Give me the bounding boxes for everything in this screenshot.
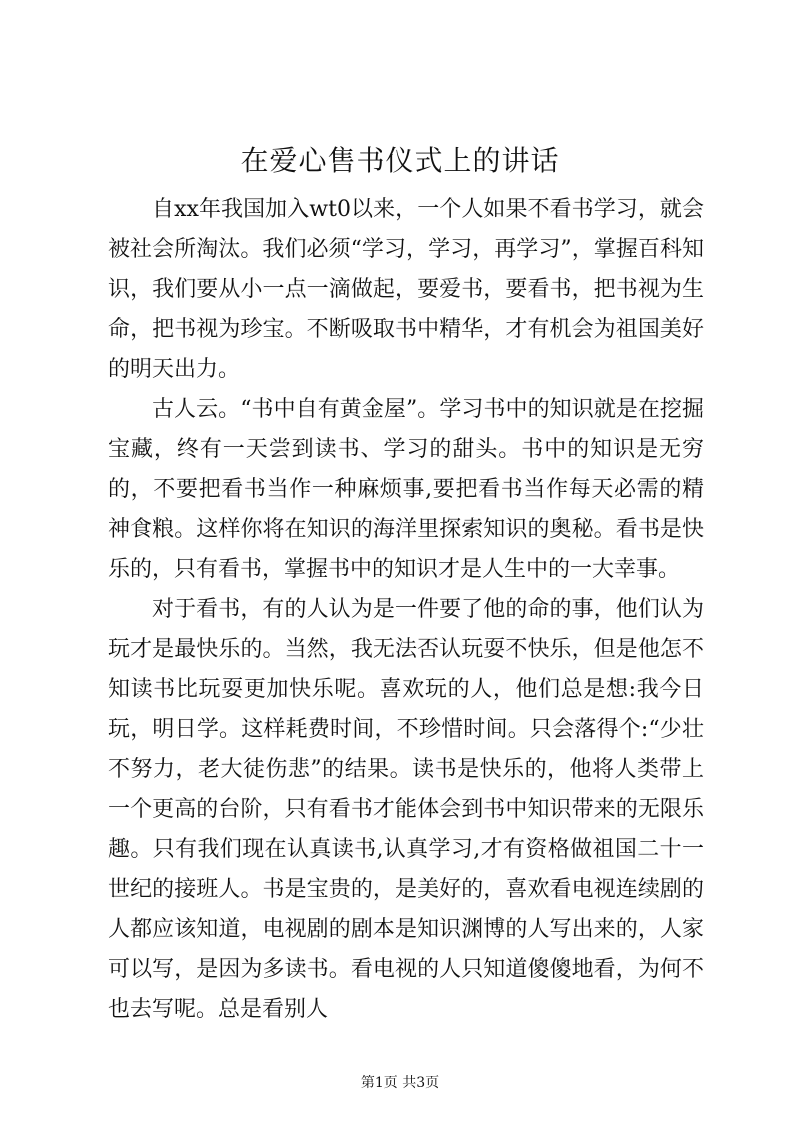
paragraph-3: 对于看书，有的人认为是一件要了他的命的事，他们认为玩才是最快乐的。当然，我无法否认玩耍不快乐，但是他怎不知读书比玩耍更加快乐呢。喜欢玩的人，他们总是想:我今日玩，明日学。这样耗费时间，不珍惜时间。只会落得个:“少壮不努力，老大徒伤悲”的结果。读书是快乐的，他将人类带上一个更高的台阶，只有看书才能体会到书中知识带来的无限乐趣。只有我们现在认真读书,认真学习,才有资格做祖国二十一世纪的接班人。书是宝贵的，是美好的，喜欢看电视连续剧的人都应该知道，电视剧的剧本是知识渊博的人写出来的，人家可以写，是因为多读书。看电视的人只知道傻傻地看，为何不也去写呢。总是看别人: [108, 597, 704, 1022]
document-body: [108, 190, 704, 1030]
document-title: 在爱心售书仪式上的讲话: [240, 144, 560, 177]
page-footer: 第1页 共3页: [360, 1075, 440, 1091]
paragraph-2: 古人云。“书中自有黄金屋”。学习书中的知识就是在挖掘宝藏，终有一天尝到读书、学习的甜头。书中的知识是无穷的，不要把看书当作一种麻烦事,要把看书当作每天必需的精神食粮。这样你将在知识的海洋里探索知识的奥秘。看书是快乐的，只有看书，掌握书中的知识才是人生中的一大幸事。: [108, 397, 704, 582]
paragraph-1: 自xx年我国加入wt0以来，一个人如果不看书学习，就会被社会所淘汰。我们必须“学习，学习，再学习”，掌握百科知识，我们要从小一点一滴做起，要爱书，要看书，把书视为生命，把书视为珍宝。不断吸取书中精华，才有机会为祖国美好的明天出力。: [108, 197, 704, 382]
